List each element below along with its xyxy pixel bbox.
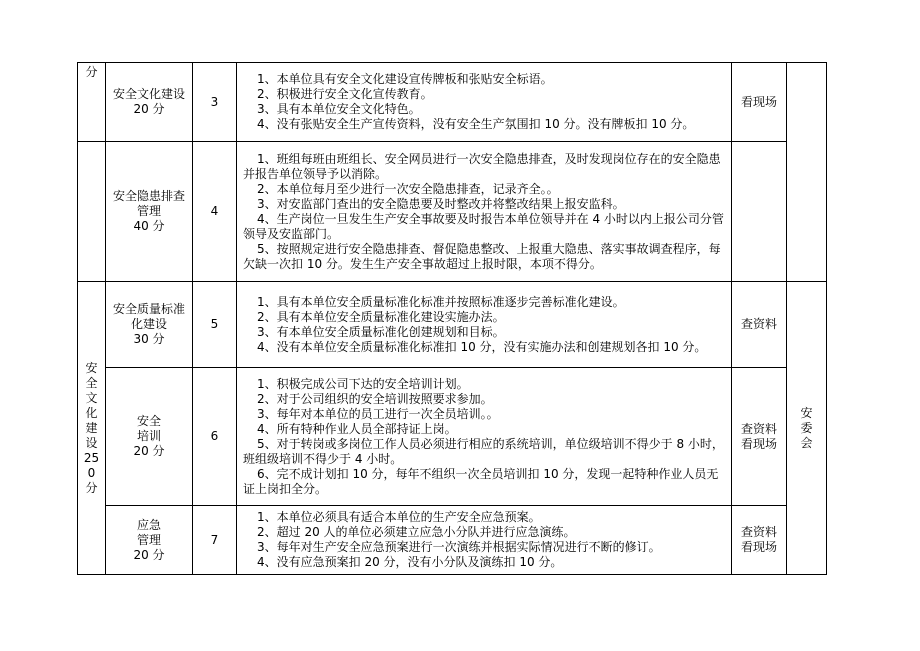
item-name-cell (106, 506, 193, 575)
item-score: 20 分 (133, 102, 165, 116)
method-label: 看现场 (740, 436, 777, 451)
table-row (78, 368, 827, 506)
method-label: 看现场 (740, 540, 777, 554)
item-criteria: 1、本单位必须具有适合本单位的生产安全应急预案。 2、超过 20 人的单位必须建立应急小分队并进行应急演练。 3、每年对生产安全应急预案进行一次演练并根据实际情况进行不断的修订。 4、没有应急预案扣 20 分，没有小分队及演练扣 10 分。 (237, 506, 732, 575)
item-criteria: 1、积极完成公司下达的安全培训计划。 2、对于公司组织的安全培训按照要求参加。 3、每年对本单位的员工进行一次全员培训。。 4、所有特种作业人员全部持证上岗。 5、对于转岗或多岗位工作人员必须进行相应的系统培训，单位级培训不得少于 8 小时，班组级培训不得少于 4 小时。 6、完不成计划扣 10 分，每年不组织一次全员培训扣 10 分，发现一起特种作业人员无证上岗扣全分。 (237, 368, 732, 506)
item-name-cell (106, 282, 193, 368)
method-label: 看现场 (740, 94, 777, 109)
item-name-cont: 管理 (136, 532, 161, 547)
section-cell-top (78, 63, 106, 142)
item-name: 安全质量标准 (112, 302, 185, 316)
table-row (78, 63, 827, 142)
item-score: 30 分 (133, 332, 165, 346)
item-number: 4 (193, 142, 237, 282)
item-name: 应急 (136, 517, 161, 532)
item-score: 20 分 (133, 547, 165, 562)
section-cell: 安 全 文 化 建 设 25 0 分 (78, 282, 106, 575)
item-name: 安全文化建设 (112, 87, 185, 101)
table-row (78, 282, 827, 368)
item-name: 安全 (136, 414, 161, 428)
item-criteria: 1、班组每班由班组长、安全网员进行一次安全隐患排查，及时发现岗位存在的安全隐患并报告单位领导予以消除。 2、本单位每月至少进行一次安全隐患排查，记录齐全。。 3、对安监部门查出的安全隐患要及时整改并将整改结果上报安监科。 4、生产岗位一旦发生生产安全事故要及时报告本单位领导并在 4 小时以内上报公司分管领导及安监部门。 5、按照规定进行安全隐患排查、督促隐患整改、上报重大隐患、落实事故调查程序，每欠缺一次扣 10 分。发生生产安全事故超过上报时限，本项不得分。 (237, 142, 732, 282)
method-label: 查资料 (740, 317, 777, 331)
item-score: 20 分 (133, 444, 165, 458)
item-number: 5 (193, 282, 237, 368)
method-cell (732, 506, 787, 575)
item-name-cell (106, 142, 193, 282)
item-criteria: 1、具有本单位安全质量标准化标准并按照标准逐步完善标准化建设。 2、具有本单位安全质量标准化建设实施办法。 3、有本单位安全质量标准化创建规划和目标。 4、没有本单位安全质量标准化标准扣 10 分，没有实施办法和创建规划各扣 10 分。 (237, 282, 732, 368)
section-cell-top-cont (78, 142, 106, 282)
method-label: 查资料 (740, 421, 777, 436)
item-name-cell (106, 63, 193, 142)
method-label: 查资料 (740, 525, 777, 539)
dept-cell: 安 委 会 (787, 282, 827, 575)
item-number: 3 (193, 63, 237, 142)
method-cell (732, 142, 787, 282)
item-name-cont: 管理 (136, 204, 161, 218)
table-row (78, 142, 827, 282)
method-cell (732, 368, 787, 506)
assessment-table (77, 62, 827, 575)
item-name-cont: 化建设 (130, 317, 167, 331)
item-score: 40 分 (133, 219, 165, 233)
method-cell (732, 63, 787, 142)
item-name: 安全隐患排查 (112, 189, 185, 203)
method-cell (732, 282, 787, 368)
item-name-cell (106, 368, 193, 506)
dept-cell-top (787, 63, 827, 282)
item-name-cont: 培训 (136, 429, 161, 443)
item-number: 7 (193, 506, 237, 575)
item-number: 6 (193, 368, 237, 506)
item-criteria: 1、本单位具有安全文化建设宣传牌板和张贴安全标语。 2、积极进行安全文化宣传教育。 3、具有本单位安全文化特色。 4、没有张贴安全生产宣传资料，没有安全生产氛围扣 10 分。没有牌板扣 10 分。 (237, 63, 732, 142)
table-row (78, 506, 827, 575)
section-label-tail: 分 (85, 65, 98, 79)
